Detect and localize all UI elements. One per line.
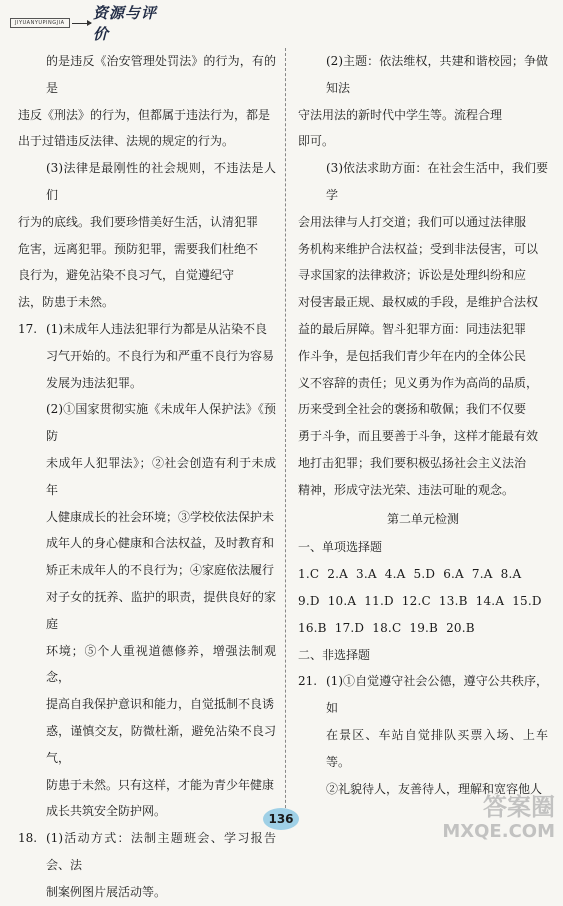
text-line: 行为的底线。我们要珍惜美好生活，认清犯罪 [18, 214, 259, 229]
section-heading-nonchoice: 二、非选择题 [298, 647, 371, 662]
text-line: 危害，远离犯罪。预防犯罪，需要我们杜绝不 [18, 241, 259, 256]
text-line: 未成年人犯罪法》；②社会创造有利于未成年 [46, 455, 276, 497]
paragraph-law-rules [18, 155, 276, 316]
text-line: 良行为，避免沾染不良习气，自觉遵纪守 [18, 268, 235, 283]
text-line: 防患于未然。只有这样，才能为青少年健康 [46, 777, 275, 792]
text-line: 历来受到全社会的褒扬和敬佩；我们不仅要 [298, 402, 527, 417]
watermark-top: 答案圈 [483, 793, 555, 821]
question-17 [18, 316, 276, 825]
q21-answer-1 [326, 668, 548, 775]
text-line: 人健康成长的社会环境；③学校依法保护未 [46, 509, 275, 524]
text-line: 寻求国家的法律救济；诉讼是处理纠纷和应 [298, 268, 527, 283]
text-line: 在景区、车站自觉排队买票入场、上车等。 [326, 727, 548, 769]
section-heading-choice: 一、单项选择题 [298, 540, 383, 555]
unit-title: 第二单元检测 [386, 511, 459, 526]
left-column [18, 48, 276, 906]
text-line: 矫正未成年人的不良行为；④家庭依法履行 [46, 563, 275, 578]
watermark-logo [425, 793, 555, 849]
text-line: 即可。 [298, 134, 335, 149]
text-line: (1)未成年人违法犯罪行为都是从沾染不良 [46, 321, 267, 336]
text-line: 义不容辞的责任；见义勇为作为高尚的品质， [298, 375, 539, 390]
question-number: 17. [18, 321, 38, 336]
watermark-bottom: MXQE.COM [442, 821, 555, 842]
page-number: 136 [263, 808, 299, 830]
brand-small-label: JIYUANYUPINGJIA [10, 18, 70, 28]
text-line: 提高自我保护意识和能力，自觉抵制不良诱 [46, 697, 275, 712]
right-column [298, 48, 548, 802]
text-line: 会用法律与人打交道；我们可以通过法律服 [298, 214, 527, 229]
text-line: (3)依法求助方面：在社会生活中，我们要学 [326, 161, 548, 202]
text-line: 对侵害最正规、最权威的手段，是维护合法权 [298, 295, 539, 310]
q17-answer-2 [46, 396, 276, 825]
question-18 [18, 825, 276, 905]
text-line: (2)①国家贯彻实施《未成年人保护法》《预防 [46, 402, 276, 444]
text-line: 1.C 2.A 3.A 4.A 5.D 6.A 7.A 8.A [298, 567, 522, 582]
arrow-icon [72, 23, 91, 24]
book-title: 资源与评价 [92, 4, 157, 43]
text-line: 对子女的抚养、监护的职责，提供良好的家庭 [46, 589, 276, 631]
text-line: 地打击犯罪；我们要积极弘扬社会主义法治 [298, 455, 527, 470]
column-divider [285, 48, 286, 828]
page-header [10, 4, 170, 43]
paragraph-theme [298, 48, 548, 155]
text-line: 守法用法的新时代中学生等。流程合理 [298, 107, 503, 122]
text-line: 环境；⑤个人重视道德修养，增强法制观念， [46, 643, 276, 685]
text-line: 制案例图片展活动等。 [46, 884, 167, 899]
text-line: 勇于斗争，而且要善于斗争，这样才能最有效 [298, 429, 539, 444]
text-line: 的是违反《治安管理处罚法》的行为，有的是 [46, 54, 276, 95]
text-line: 9.D 10.A 11.D 12.C 13.B 14.A 15.D [298, 593, 542, 608]
text-line: 习气开始的。不良行为和严重不良行为容易 [46, 348, 275, 363]
text-line: 成年人的身心健康和合法权益，及时教育和 [46, 536, 275, 551]
answer-key [298, 561, 548, 641]
question-number: 21. [298, 674, 318, 689]
question-21 [298, 668, 548, 802]
text-line: (1)①自觉遵守社会公德，遵守公共秩序，如 [326, 674, 548, 716]
text-line: 益的最后屏障。智斗犯罪方面：同违法犯罪 [298, 321, 527, 336]
question-number: 18. [18, 831, 38, 846]
q21-answer-2: ②礼貌待人，友善待人，理解和宽容他人 [326, 781, 543, 796]
paragraph-legal-help [298, 155, 548, 503]
text-line: 法，防患于未然。 [18, 295, 115, 310]
q17-answer-1 [46, 316, 276, 396]
text-line: 发展为违法犯罪。 [46, 375, 143, 390]
text-line: 务机构来维护合法权益；受到非法侵害，可以 [298, 241, 539, 256]
text-line: 成长共筑安全防护网。 [46, 804, 167, 819]
text-line: (1)活动方式：法制主题班会、学习报告会、法 [46, 831, 276, 872]
q18-answer-1 [46, 825, 276, 905]
text-line: 作斗争，是包括我们青少年在内的全体公民 [298, 348, 527, 363]
text-line: (3)法律是最刚性的社会规则，不违法是人们 [46, 161, 276, 202]
text-line: 16.B 17.D 18.C 19.B 20.B [298, 620, 475, 635]
text-line: 精神，形成守法光荣、违法可耻的观念。 [298, 482, 515, 497]
text-line: 惑，谨慎交友，防微杜渐，避免沾染不良习气， [46, 723, 276, 765]
paragraph-continued [18, 48, 276, 155]
text-line: (2)主题：依法维权，共建和谐校园；争做知法 [326, 54, 548, 95]
text-line: 出于过错违反法律、法规的规定的行为。 [18, 134, 235, 149]
text-line: 违反《刑法》的行为，但都属于违法行为，都是 [18, 107, 271, 122]
